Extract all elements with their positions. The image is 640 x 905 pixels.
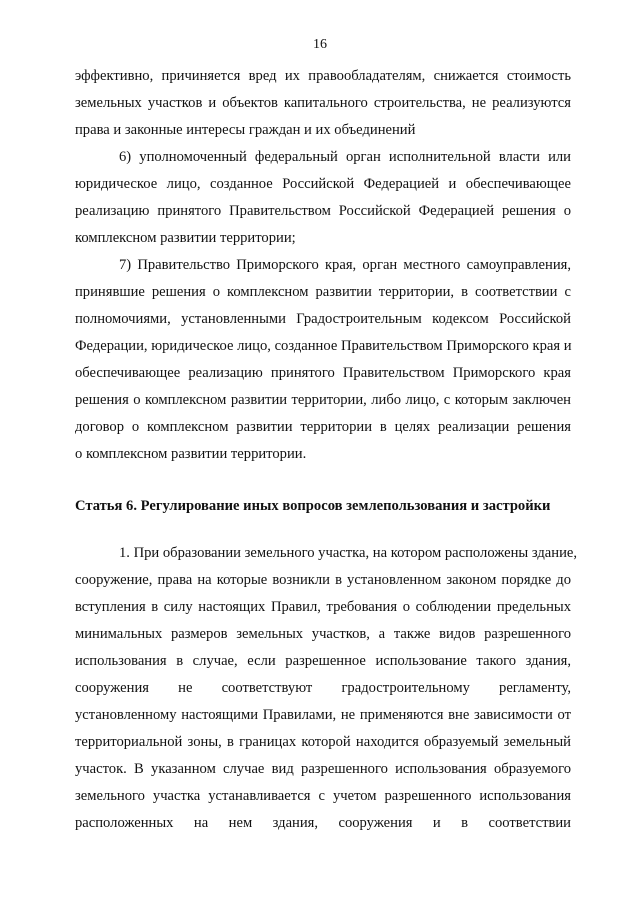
text-line: права и законные интересы граждан и их объединений [75,122,416,138]
text-line: сооружения не соответствуют градостроительному регламенту, [75,680,571,696]
text-line: юридическое лицо, созданное Российской Федерацией и обеспечивающее [75,176,571,192]
page-number: 16 [313,37,327,52]
text-line: установленному настоящими Правилами, не применяются вне зависимости от [75,707,571,723]
text-line: расположенных на нем здания, сооружения и в соответствии [75,815,571,831]
text-line: вступления в силу настоящих Правил, требования о соблюдении предельных [75,599,571,615]
text-line: реализацию принятого Правительством Российской Федерацией решения о [75,203,571,219]
text-line: минимальных размеров земельных участков, а также видов разрешенного [75,626,571,642]
text-line: принявшие решения о комплексном развитии территории, в соответствии с [75,284,571,300]
text-line: 6) уполномоченный федеральный орган исполнительной власти или [119,149,571,165]
text-line: полномочиями, установленными Градостроительным кодексом Российской [75,311,571,327]
text-line: территориальной зоны, в границах которой находится образуемый земельный [75,734,571,750]
article-heading: Статья 6. Регулирование иных вопросов землепользования и застройки [75,498,551,514]
text-line: земельных участков и объектов капитального строительства, не реализуются [75,95,571,111]
text-line: комплексном развитии территории; [75,230,296,246]
text-line: использования в случае, если разрешенное использование такого здания, [75,653,571,669]
text-line: участок. В указанном случае вид разрешенного использования образуемого [75,761,571,777]
text-line: Федерации, юридическое лицо, созданное Правительством Приморского края и [75,338,572,354]
text-line: 1. При образовании земельного участка, на котором расположены здание, [119,545,578,561]
text-line: сооружение, права на которые возникли в установленном законом порядке до [75,572,571,588]
text-line: 7) Правительство Приморского края, орган местного самоуправления, [119,257,571,273]
text-line: земельного участка устанавливается с учетом разрешенного использования [75,788,571,804]
text-line: эффективно, причиняется вред их правообладателям, снижается стоимость [75,68,571,84]
text-line: решения о комплексном развитии территории, либо лицо, с которым заключен [75,392,571,408]
text-line: обеспечивающее реализацию принятого Правительством Приморского края [75,365,571,381]
text-line: о комплексном развитии территории. [75,446,307,462]
text-line: договор о комплексном развитии территории в целях реализации решения [75,419,571,435]
